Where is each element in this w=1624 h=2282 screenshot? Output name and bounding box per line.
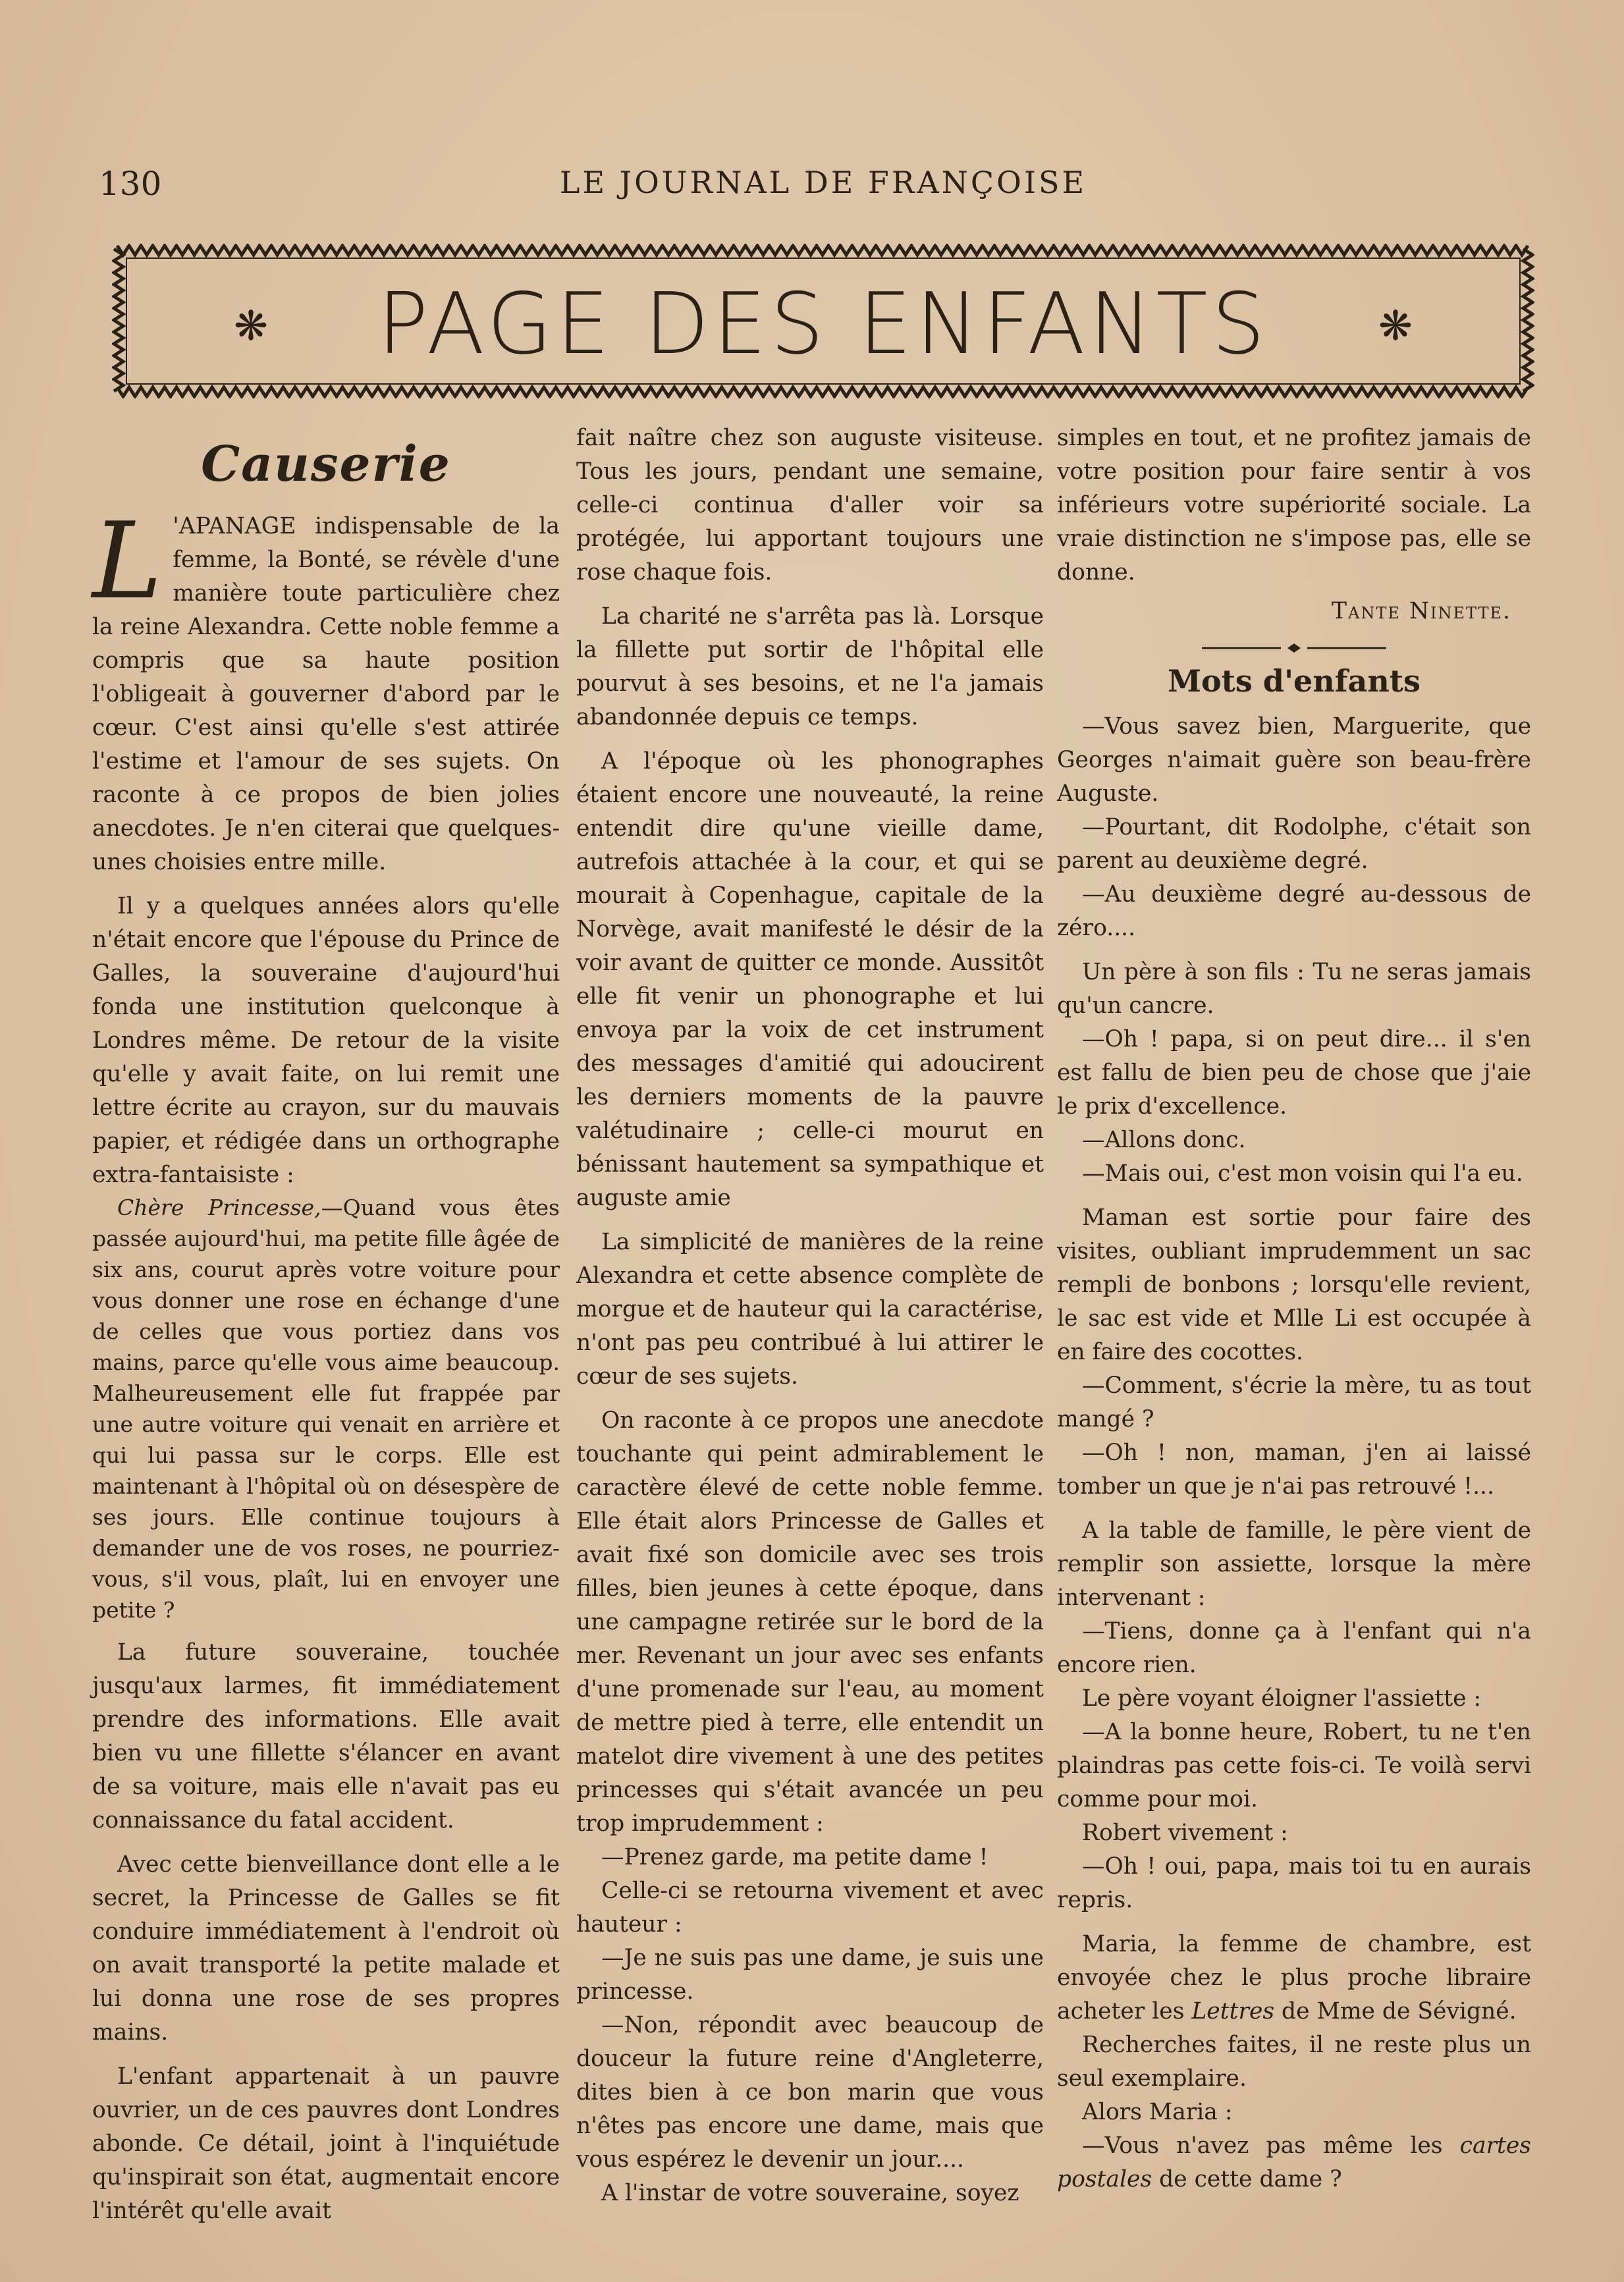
paragraph: L'enfant appartenait à un pauvre ouvrier, un de ces pauvres dont Londres abonde. Ce détail, joint à l'inquiétude qu'inspirait son état, augmentait encore l'intérêt qu'elle avait (92, 2063, 560, 2224)
star-ornament-icon: ❋ (234, 302, 268, 350)
paragraph: Il y a quelques années alors qu'elle n'était encore que l'épouse du Prince de Galles, la souveraine d'aujourd'hui fonda une institution quelconque à Londres même. De retour de la visite qu'elle y avait faite, on lui remit une lettre écrite au crayon, sur du mauvais papier, et rédigée dans un orthographe extra-fantaisiste : (92, 893, 560, 1188)
page-banner (112, 244, 1534, 398)
paragraph: Un père à son fils : Tu ne seras jamais qu'un cancre. (1057, 959, 1531, 1019)
paragraph: —Comment, s'écrie la mère, tu as tout mangé ? (1057, 1372, 1531, 1432)
paragraph: simples en tout, et ne profitez jamais de votre position pour faire sentir à vos inférieurs votre supériorité sociale. La vraie distinction ne s'impose pas, elle se donne. (1057, 425, 1531, 585)
paragraph: Avec cette bienveillance dont elle a le secret, la Princesse de Galles se fit conduire immédiatement à l'endroit où on avait transporté la petite malade et lui donna une rose de ses propres mains. (92, 1851, 560, 2046)
mots-title: Mots d'enfants (1168, 663, 1421, 699)
paragraph: —Au deuxième degré au-dessous de zéro.... (1057, 881, 1531, 941)
running-head (99, 165, 1548, 204)
paragraph (1057, 2129, 1531, 2196)
paragraph: fait naître chez son auguste visiteuse. Tous les jours, pendant une semaine, celle-ci continua d'aller voir sa protégée, lui apportant toujours une rose chaque fois. (576, 425, 1044, 585)
column-2 (576, 421, 1044, 2210)
paragraph: On raconte à ce propos une anecdote touchante qui peint admirablement le caractère élevé de cette noble femme. Elle était alors Princesse de Galles et avait fixé son domicile avec ses trois filles, bien jeunes à cette époque, dans une campagne retirée sur le bord de la mer. Revenant un jour avec ses enfants d'une promenade sur l'eau, au moment de mettre pied à terre, elle entendit un matelot dire vivement à une des petites princesses qui s'était avancée un peu trop imprudemment : (576, 1407, 1044, 1837)
paragraph: Alors Maria : (1082, 2099, 1233, 2125)
paragraph: —Mais oui, c'est mon voisin qui l'a eu. (1082, 1160, 1523, 1187)
paragraph: —Oh ! papa, si on peut dire... il s'en est fallu de bien peu de chose que j'aie le prix d'excellence. (1057, 1026, 1531, 1120)
paragraph (92, 499, 560, 879)
paragraph: —A la bonne heure, Robert, tu ne t'en plaindras pas cette fois-ci. Te voilà servi comme pour moi. (1057, 1719, 1531, 1812)
italic-text: Lettres (1191, 1998, 1275, 2024)
letter-salutation: Chère Princesse, (117, 1195, 321, 1220)
journal-title: LE JOURNAL DE FRANÇOISE (559, 165, 1087, 200)
column-3 (1057, 421, 1531, 2196)
paragraph (1057, 1928, 1531, 2028)
text: —Vous n'avez pas même les (1082, 2133, 1460, 2159)
column-1 (92, 421, 560, 2228)
signature: Tante Ninette. (1332, 598, 1511, 624)
paragraph: —Pourtant, dit Rodolphe, c'était son parent au deuxième degré. (1057, 814, 1531, 874)
paragraph: La simplicité de manières de la reine Alexandra et cette absence complète de morgue et de hauteur qui la caractérise, n'ont pas peu contribué à lui attirer le cœur de ses sujets. (576, 1229, 1044, 1390)
paragraph: —Je ne suis pas une dame, je suis une princesse. (576, 1945, 1044, 2005)
paragraph: Robert vivement : (1082, 1820, 1288, 1846)
paragraph: —Prenez garde, ma petite dame ! (601, 1844, 988, 1870)
paragraph: La charité ne s'arrêta pas là. Lorsque la fillette put sortir de l'hôpital elle pourvut à ses besoins, et ne l'a jamais abandonnée depuis ce temps. (576, 603, 1044, 730)
page-number: 130 (99, 165, 162, 203)
paragraph: —Tiens, donne ça à l'enfant qui n'a encore rien. (1057, 1618, 1531, 1678)
paragraph: A l'époque où les phonographes étaient encore une nouveauté, la reine entendit dire qu'une vieille dame, autrefois attachée à la cour, et qui se mourait à Copenhague, capitale de la Norvège, avait manifesté le désir de la voir avant de quitter ce monde. Aussitôt elle fit venir un phonographe et lui envoya par la voix de cet instrument des messages d'amitié qui adoucirent les derniers moments de la pauvre valétudinaire ; celle-ci mourut en bénissant hautement sa sympathique et auguste amie (576, 748, 1044, 1211)
paragraph: —Allons donc. (1082, 1127, 1246, 1153)
paragraph: Recherches faites, il ne reste plus un seul exemplaire. (1057, 2032, 1531, 2092)
letter-quote (92, 1192, 560, 1625)
paragraph: —Oh ! oui, papa, mais toi tu en aurais repris. (1057, 1853, 1531, 1913)
paragraph-text: 'APANAGE indispensable de la femme, la Bonté, se révèle d'une manière toute particulière chez la reine Alexandra. Cette noble femme a compris que sa haute position l'obligeait à gouverner d'abord par le cœur. C'est ainsi qu'elle s'est attirée l'estime et l'amour de ses sujets. On raconte à ce propos de bien jolies anecdotes. Je n'en citerai que quelques-unes choisies entre mille. (92, 513, 560, 875)
paragraph: La future souveraine, touchée jusqu'aux larmes, fit immédiatement prendre des informations. Elle avait bien vu une fillette s'élancer en avant de sa voiture, mais elle n'avait pas eu connaissance du fatal accident. (92, 1639, 560, 1834)
section-title: PAGE DES ENFANTS (377, 275, 1269, 373)
paragraph: A la table de famille, le père vient de remplir son assiette, lorsque la mère intervenant : (1057, 1517, 1531, 1611)
paragraph: A l'instar de votre souveraine, soyez (601, 2180, 1019, 2206)
drop-cap: L (92, 499, 163, 622)
paragraph: Le père voyant éloigner l'assiette : (1082, 1685, 1482, 1712)
divider-ornament-icon (1202, 641, 1386, 655)
paragraph: —Non, répondit avec beaucoup de douceur la future reine d'Angleterre, dites bien à ce bon marin que vous n'êtes pas encore une dame, mais que vous espérez le devenir un jour.... (576, 2012, 1044, 2173)
text: Maria, la femme de chambre, est envoyée chez le plus proche libraire acheter les (1057, 1931, 1531, 2024)
star-ornament-icon: ❋ (1378, 302, 1413, 350)
italic-text: cartes postales (1057, 2133, 1531, 2192)
paragraph: —Oh ! non, maman, j'en ai laissé tomber un que je n'ai pas retrouvé !... (1057, 1440, 1531, 1500)
text: de cette dame ? (1152, 2166, 1342, 2192)
paragraph: Maman est sortie pour faire des visites, oubliant imprudemment un sac rempli de bonbons ; lorsqu'elle revient, le sac est vide et Mlle Li est occupée à en faire des cocottes. (1057, 1205, 1531, 1365)
paragraph: Celle-ci se retourna vivement et avec hauteur : (576, 1878, 1044, 1938)
letter-body: —Quand vous êtes passée aujourd'hui, ma petite fille âgée de six ans, courut après votre voiture pour vous donner une rose en échange d'une de celles que vous portiez dans vos mains, parce qu'elle vous aime beaucoup. Malheureusement elle fut frappée par une autre voiture qui venait en arrière et qui lui passa sur le corps. Elle est maintenant à l'hôpital où on désespère de ses jours. Elle continue toujours à demander une de vos roses, ne pourriez-vous, s'il vous, plaît, lui en envoyer une petite ? (92, 1195, 560, 1623)
paragraph: —Vous savez bien, Marguerite, que Georges n'aimait guère son beau-frère Auguste. (1057, 713, 1531, 807)
text: de Mme de Sévigné. (1274, 1998, 1517, 2024)
causerie-title: Causerie (201, 436, 451, 493)
